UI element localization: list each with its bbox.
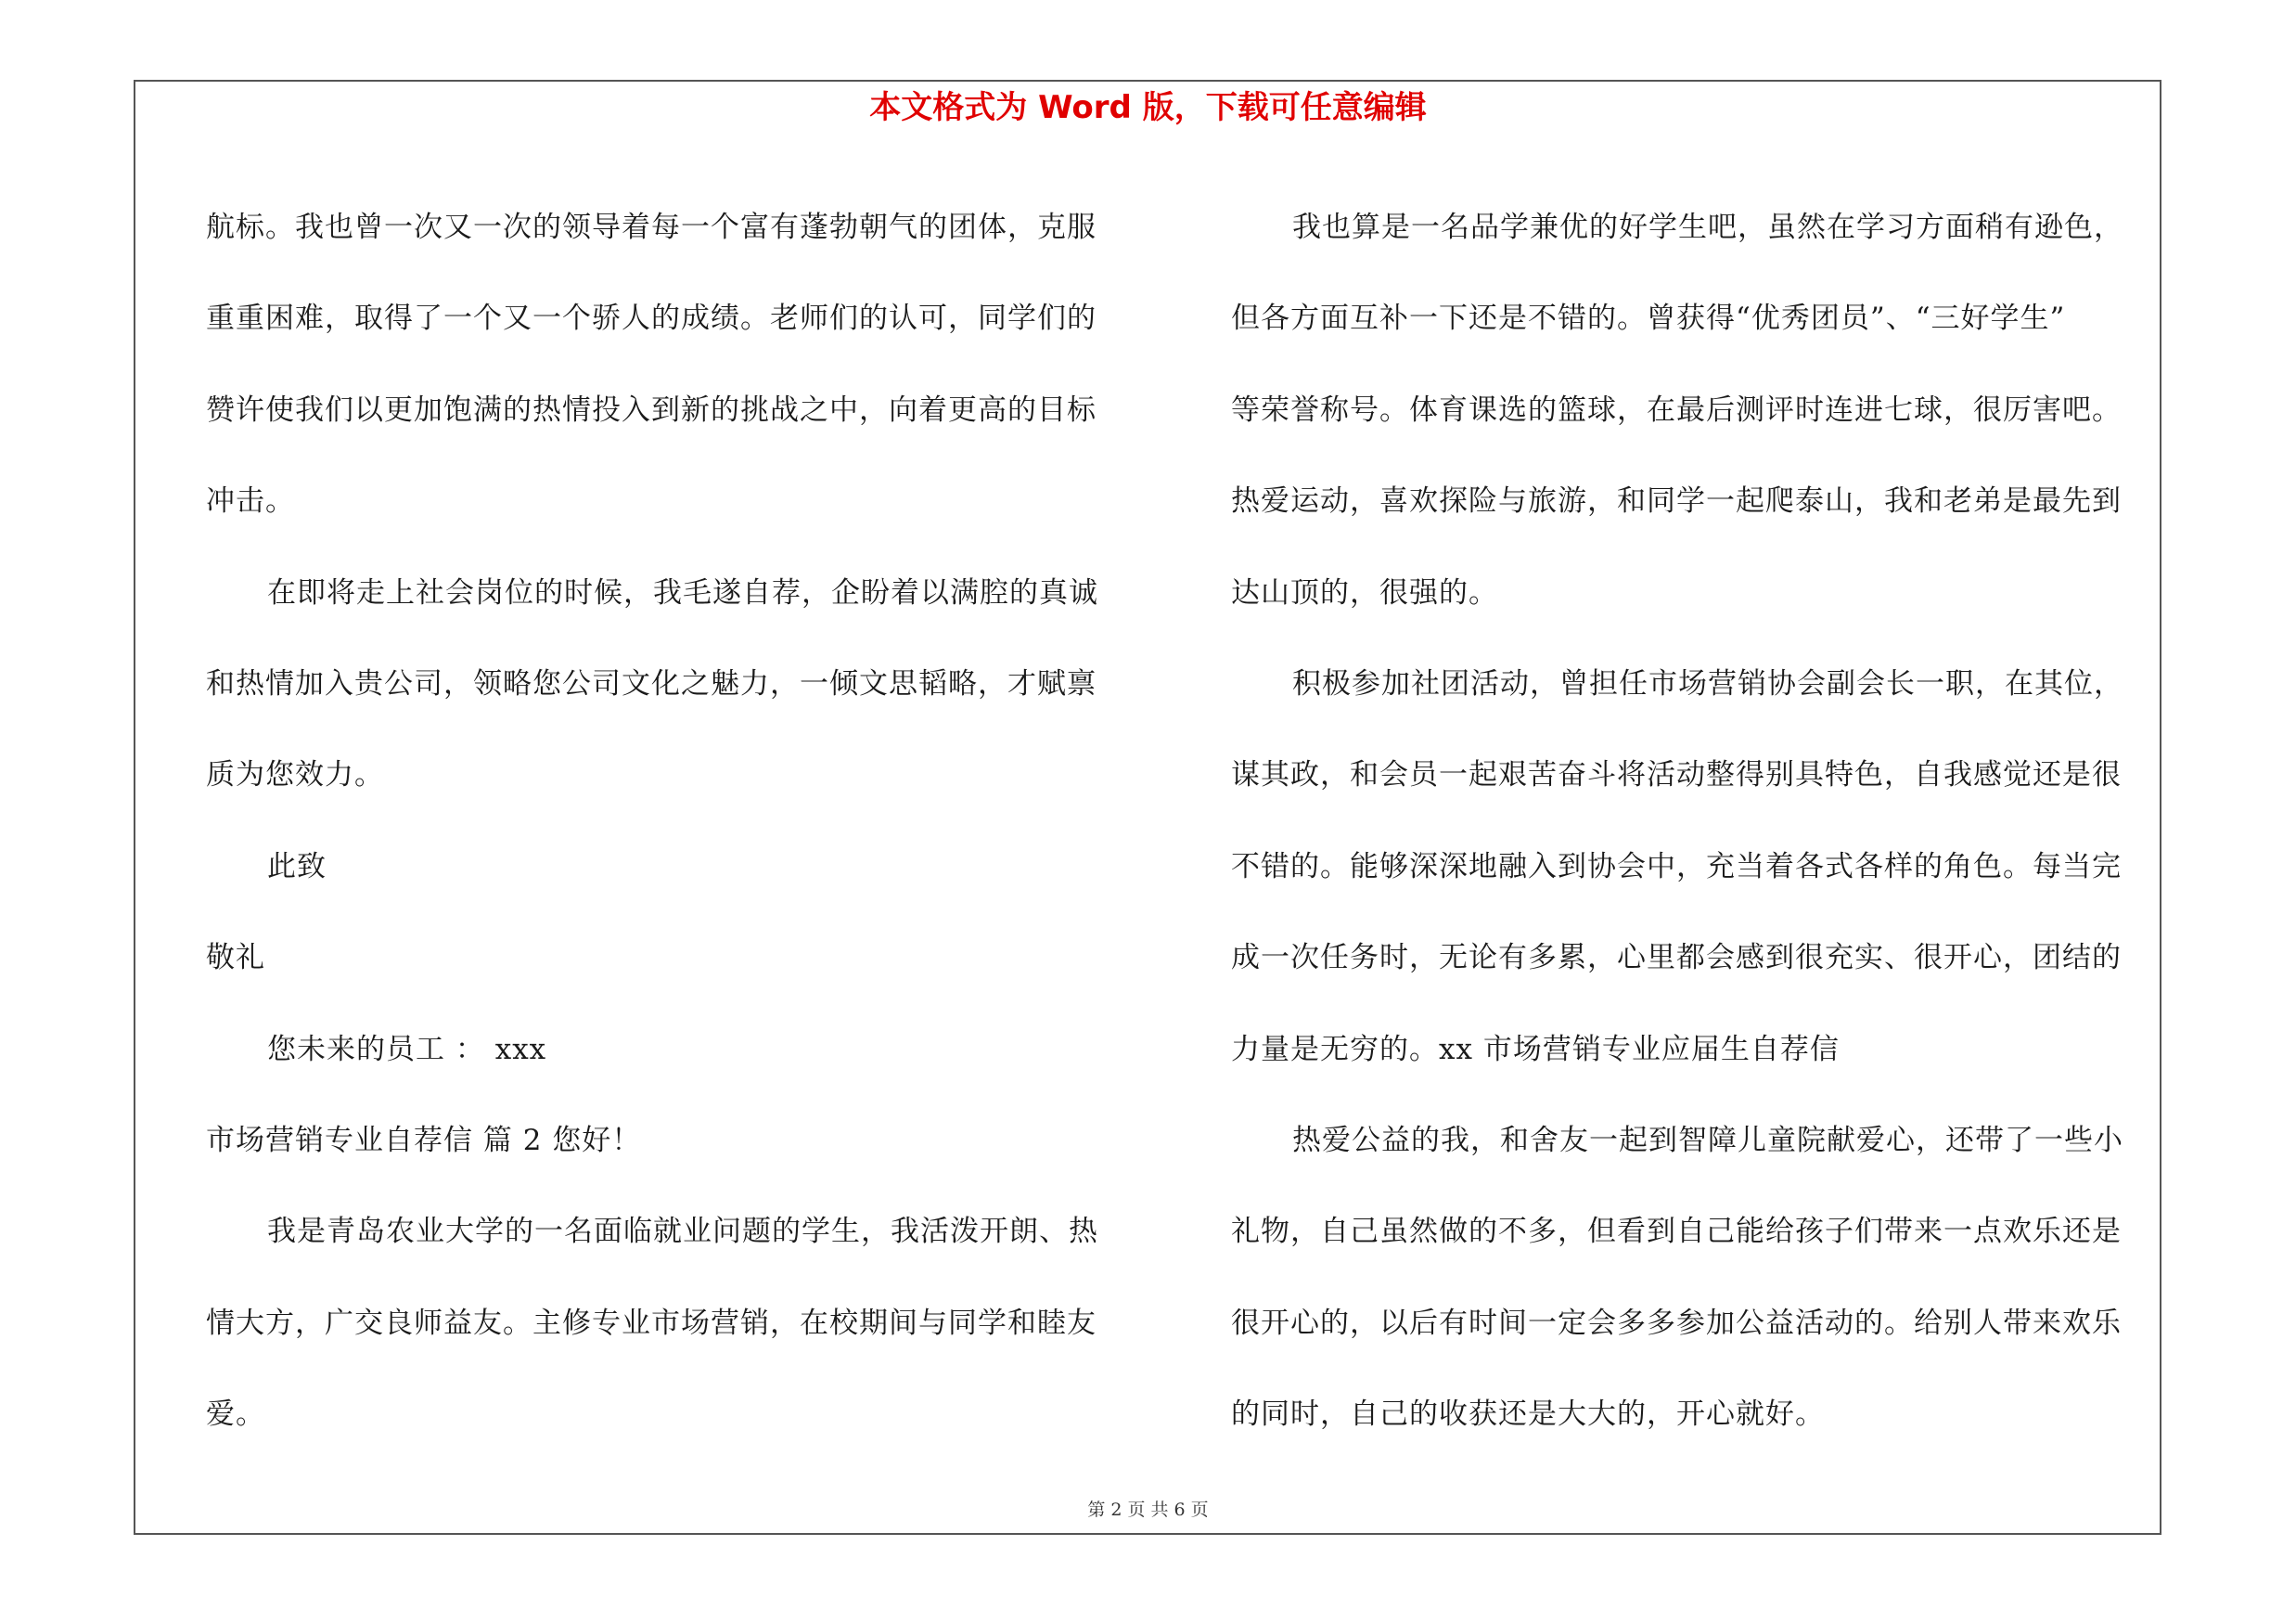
paragraph-line: 积极参加社团活动，曾担任市场营销协会副会长一职，在其位， (1292, 666, 2123, 701)
paragraph-line: 不错的。能够深深地融入到协会中，充当着各式各样的角色。每当完 (1231, 849, 2122, 883)
paragraph-line: 赞许使我们以更加饱满的热情投入到新的挑战之中，向着更高的目标 (206, 393, 1097, 427)
paragraph-line: 质为您效力。 (206, 758, 384, 792)
format-notice: 本文格式为 Word 版，下载可任意编辑 (869, 89, 1427, 126)
paragraph-line: 谋其政，和会员一起艰苦奋斗将活动整得别具特色，自我感觉还是很 (1231, 758, 2122, 792)
paragraph-line: 情大方，广交良师益友。主修专业市场营销，在校期间与同学和睦友 (206, 1306, 1097, 1340)
paragraph-line: 热爱运动，喜欢探险与旅游，和同学一起爬泰山，我和老弟是最先到 (1231, 484, 2122, 519)
paragraph-line: 航标。我也曾一次又一次的领导着每一个富有蓬勃朝气的团体，克服 (206, 211, 1097, 244)
page-number: 第 2 页 共 6 页 (1087, 1500, 1209, 1520)
paragraph-line: 和热情加入贵公司，领略您公司文化之魅力，一倾文思韬略，才赋禀 (206, 666, 1097, 701)
paragraph-line: 热爱公益的我，和舍友一起到智障儿童院献爱心，还带了一些小 (1292, 1123, 2123, 1157)
paragraph-line: 成一次任务时，无论有多累，心里都会感到很充实、很开心，团结的 (1231, 941, 2122, 975)
right-column (1231, 182, 2149, 1460)
paragraph-line: 爱。 (206, 1398, 265, 1432)
paragraph-line: 我也算是一名品学兼优的好学生吧，虽然在学习方面稍有逊色， (1292, 211, 2123, 244)
left-column (206, 182, 1124, 1460)
paragraph-line: 礼物，自己虽然做的不多，但看到自己能给孩子们带来一点欢乐还是 (1231, 1215, 2122, 1249)
paragraph-line: 重重困难，取得了一个又一个骄人的成绩。老师们的认可，同学们的 (206, 302, 1097, 336)
signature-line: 您未来的员工 ： xxx (267, 1032, 547, 1066)
paragraph-line: 等荣誉称号。体育课选的篮球，在最后测评时连进七球，很厉害吧。 (1231, 393, 2122, 427)
closing-line: 此致 (267, 849, 327, 883)
paragraph-line: 在即将走上社会岗位的时候，我毛遂自荐，企盼着以满腔的真诚 (267, 575, 1098, 610)
paragraph-line: 很开心的，以后有时间一定会多多参加公益活动的。给别人带来欢乐 (1231, 1306, 2122, 1340)
paragraph-line: 我是青岛农业大学的一名面临就业问题的学生，我活泼开朗、热 (267, 1215, 1098, 1249)
paragraph-line: 的同时，自己的收获还是大大的，开心就好。 (1231, 1398, 1825, 1432)
salutation-line: 敬礼 (206, 941, 265, 975)
paragraph-line: 力量是无穷的。xx 市场营销专业应届生自荐信 (1231, 1032, 1840, 1066)
section-heading: 市场营销专业自荐信 篇 2 您好！ (206, 1123, 642, 1157)
paragraph-line: 达山顶的，很强的。 (1231, 575, 1498, 610)
paragraph-line: 但各方面互补一下还是不错的。曾获得“优秀团员”、“三好学生” (1231, 302, 2066, 336)
paragraph-line: 冲击。 (206, 484, 295, 519)
